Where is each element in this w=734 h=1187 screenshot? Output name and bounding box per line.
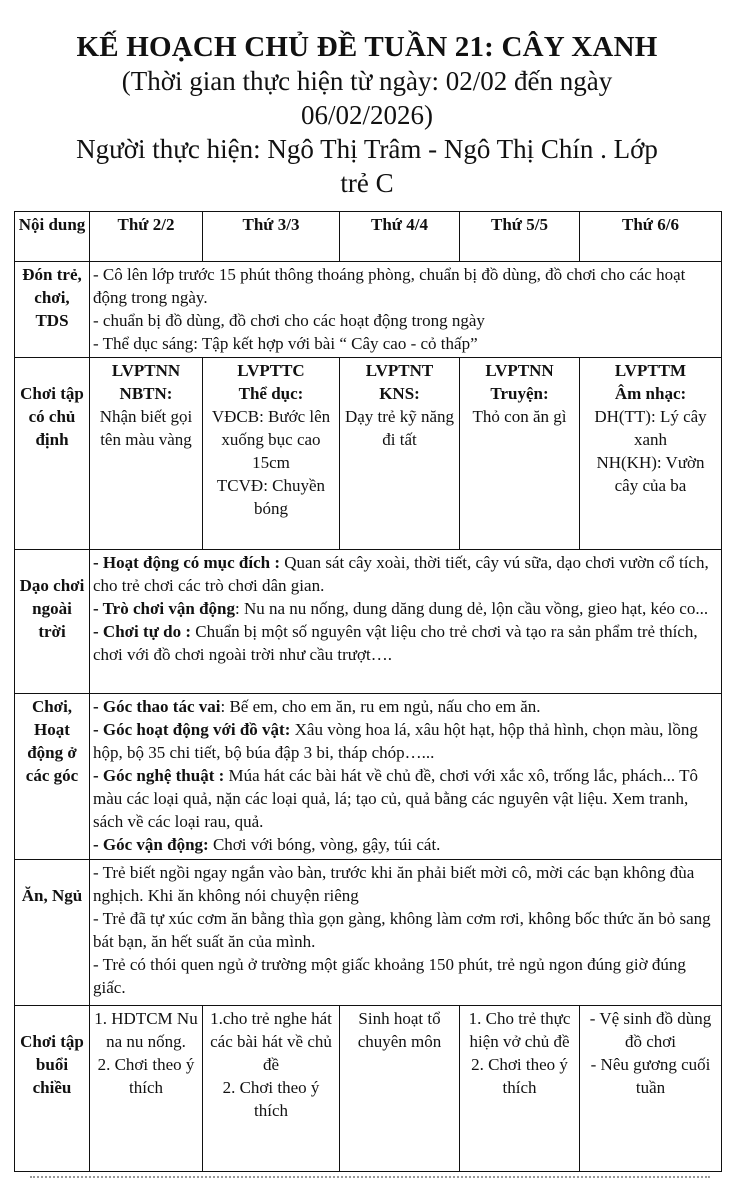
header-day-fri: Thứ 6/6 — [580, 212, 722, 262]
time-range-line-1: (Thời gian thực hiện từ ngày: 02/02 đến ngày — [121, 66, 613, 96]
outdoor-paragraph — [93, 620, 718, 666]
lesson-thu — [460, 358, 580, 550]
outdoor-p2-text: : Nu na nu nống, dung dăng dung dẻ, lộn cầu vồng, gieo hạt, kéo co... — [234, 599, 709, 618]
afternoon-wed-item: Sinh hoạt tổ chuyên môn — [357, 1009, 442, 1051]
row-label-corners: Chơi, Hoạt động ở các góc — [15, 694, 90, 860]
lesson-fri-domain: LVPTTM — [614, 361, 687, 380]
plan-title: KẾ HOẠCH CHỦ ĐỀ TUẦN 21: CÂY XANH — [76, 31, 658, 63]
welcome-line: - Thể dục sáng: Tập kết hợp với bài “ Cây cao - cỏ thấp” — [93, 334, 478, 353]
lesson-mon-subject: NBTN: — [119, 384, 173, 403]
eat-sleep-line: - Trẻ đã tự xúc cơm ăn bằng thìa gọn gàng, không làm cơm rơi, không bốc thức ăn bỏ sang bát bạn, ăn hết suất ăn của mình. — [93, 909, 711, 951]
afternoon-fri-item: - Nêu gương cuối tuần — [590, 1055, 711, 1097]
afternoon-wed — [340, 1006, 460, 1172]
lesson-wed-body: Dạy trẻ kỹ năng đi tất — [344, 407, 455, 449]
afternoon-thu-item: 2. Chơi theo ý thích — [471, 1055, 568, 1097]
row-outdoor — [15, 550, 722, 694]
lesson-tue-body: VĐCB: Bước lên xuống bục cao 15cm — [211, 407, 331, 472]
lesson-wed-domain: LVPTNT — [365, 361, 434, 380]
lesson-mon-domain: LVPTNN — [111, 361, 181, 380]
afternoon-fri — [580, 1006, 722, 1172]
weekly-plan-table — [14, 211, 722, 1172]
header-day-wed: Thứ 4/4 — [340, 212, 460, 262]
outdoor-p1-text: Quan sát cây xoài, thời tiết, cây vú sữa, dạo chơi vườn cổ tích, cho trẻ chơi các trò chơi dân gian. — [93, 553, 709, 595]
header-day-mon: Thứ 2/2 — [90, 212, 203, 262]
lesson-mon-body: Nhận biết gọi tên màu vàng — [99, 407, 193, 449]
corners-p3-label: - Góc nghệ thuật : — [93, 766, 225, 785]
row-label-afternoon: Chơi tập buổi chiều — [15, 1006, 90, 1172]
afternoon-fri-item: - Vệ sinh đồ dùng đồ chơi — [589, 1009, 712, 1051]
row-eat-sleep — [15, 860, 722, 1006]
afternoon-thu-item: 1. Cho trẻ thực hiện vở chủ đề — [468, 1009, 571, 1051]
corners-paragraph — [93, 764, 718, 833]
performer-line-2: trẻ C — [340, 168, 394, 198]
corners-paragraph — [93, 833, 718, 856]
row-label-eat-sleep: Ăn, Ngủ — [15, 860, 90, 1006]
outdoor-p2-label: - Trò chơi vận động — [93, 599, 235, 618]
afternoon-mon — [90, 1006, 203, 1172]
header-day-thu: Thứ 5/5 — [460, 212, 580, 262]
header-content: Nội dung — [15, 212, 90, 262]
lesson-wed — [340, 358, 460, 550]
eat-sleep-line: - Trẻ có thói quen ngủ ở trường một giấc khoảng 150 phút, trẻ ngủ ngon đúng giờ đúng giấc. — [93, 955, 686, 997]
row-afternoon — [15, 1006, 722, 1172]
row-label-outdoor: Dạo chơi ngoài trời — [15, 550, 90, 694]
lesson-tue-body-2: TCVĐ: Chuyền bóng — [216, 476, 326, 518]
header-day-tue: Thứ 3/3 — [203, 212, 340, 262]
outdoor-paragraph — [93, 551, 718, 597]
lesson-thu-subject: Truyện: — [490, 384, 549, 403]
corners-p4-label: - Góc vận động: — [93, 835, 209, 854]
lesson-fri-subject: Âm nhạc: — [614, 384, 687, 403]
lesson-tue-subject: Thể dục: — [238, 384, 304, 403]
corners-p1-text: : Bế em, cho em ăn, ru em ngủ, nấu cho em ăn. — [220, 697, 541, 716]
outdoor-p3-text: Chuẩn bị một số nguyên vật liệu cho trẻ chơi và tạo ra sản phẩm trẻ thích, chơi với đồ chơi ngoài trời như cầu trượt…. — [93, 622, 698, 664]
welcome-content — [90, 262, 722, 358]
corners-p3-text: Múa hát các bài hát về chủ đề, chơi với xắc xô, trống lắc, phách... Tô màu các loại quả, nặn các loại quả, lá; tạo củ, quả bằng các nguyên vật liệu. Xem tranh, sách về các loại rau, quả. — [93, 766, 698, 831]
row-label-lesson: Chơi tập có chủ định — [15, 358, 90, 550]
performer-line-1: Người thực hiện: Ngô Thị Trâm - Ngô Thị Chín . Lớp — [76, 134, 658, 164]
eat-sleep-content — [90, 860, 722, 1006]
afternoon-tue-item: 1.cho trẻ nghe hát các bài hát về chủ đề — [210, 1009, 332, 1074]
row-label-welcome: Đón trẻ, chơi, TDS — [15, 262, 90, 358]
lesson-thu-domain: LVPTNN — [485, 361, 554, 380]
corners-paragraph — [93, 718, 718, 764]
lesson-mon — [90, 358, 203, 550]
outdoor-p1-label: - Hoạt động có mục đích : — [93, 553, 280, 572]
document-header — [0, 0, 734, 200]
afternoon-mon-item: 1. HDTCM Nu na nu nống. — [94, 1009, 198, 1051]
outdoor-content — [90, 550, 722, 694]
welcome-line: - Cô lên lớp trước 15 phút thông thoáng phòng, chuẩn bị đồ dùng, đồ chơi cho các hoạt động trong ngày. — [93, 265, 686, 307]
afternoon-tue — [203, 1006, 340, 1172]
outdoor-p3-label: - Chơi tự do : — [93, 622, 192, 641]
eat-sleep-line: - Trẻ biết ngồi ngay ngắn vào bàn, trước khi ăn phải biết mời cô, mời các bạn không đùa nghịch. Khi ăn không nói chuyện riêng — [93, 863, 695, 905]
lesson-tue — [203, 358, 340, 550]
row-lesson — [15, 358, 722, 550]
afternoon-tue-item: 2. Chơi theo ý thích — [222, 1078, 320, 1120]
lesson-wed-subject: KNS: — [379, 384, 420, 403]
table-header-row — [15, 212, 722, 262]
corners-content — [90, 694, 722, 860]
lesson-fri-body: DH(TT): Lý cây xanh — [594, 407, 707, 449]
row-welcome — [15, 262, 722, 358]
time-range-line-2: 06/02/2026) — [301, 100, 433, 130]
row-corners — [15, 694, 722, 860]
welcome-line: - chuẩn bị đồ dùng, đồ chơi cho các hoạt động trong ngày — [93, 311, 485, 330]
lesson-tue-domain: LVPTTC — [237, 361, 305, 380]
afternoon-thu — [460, 1006, 580, 1172]
corners-paragraph — [93, 695, 718, 718]
lesson-thu-body: Thỏ con ăn gì — [472, 407, 567, 426]
corners-p1-label: - Góc thao tác vai — [93, 697, 221, 716]
lesson-fri-body-2: NH(KH): Vườn cây của ba — [596, 453, 705, 495]
outdoor-paragraph — [93, 597, 718, 620]
afternoon-mon-item: 2. Chơi theo ý thích — [97, 1055, 195, 1097]
corners-p2-text: Xâu vòng hoa lá, xâu hột hạt, hộp thả hình, chọn màu, lồng hộp, bộ 35 chi tiết, bộ búa đập 3 bi, tháp chóp…... — [93, 720, 698, 762]
corners-p4-text: Chơi với bóng, vòng, gậy, túi cát. — [208, 835, 441, 854]
lesson-fri — [580, 358, 722, 550]
corners-p2-label: - Góc hoạt động với đồ vật: — [93, 720, 291, 739]
page-cut-edge — [30, 1176, 710, 1187]
